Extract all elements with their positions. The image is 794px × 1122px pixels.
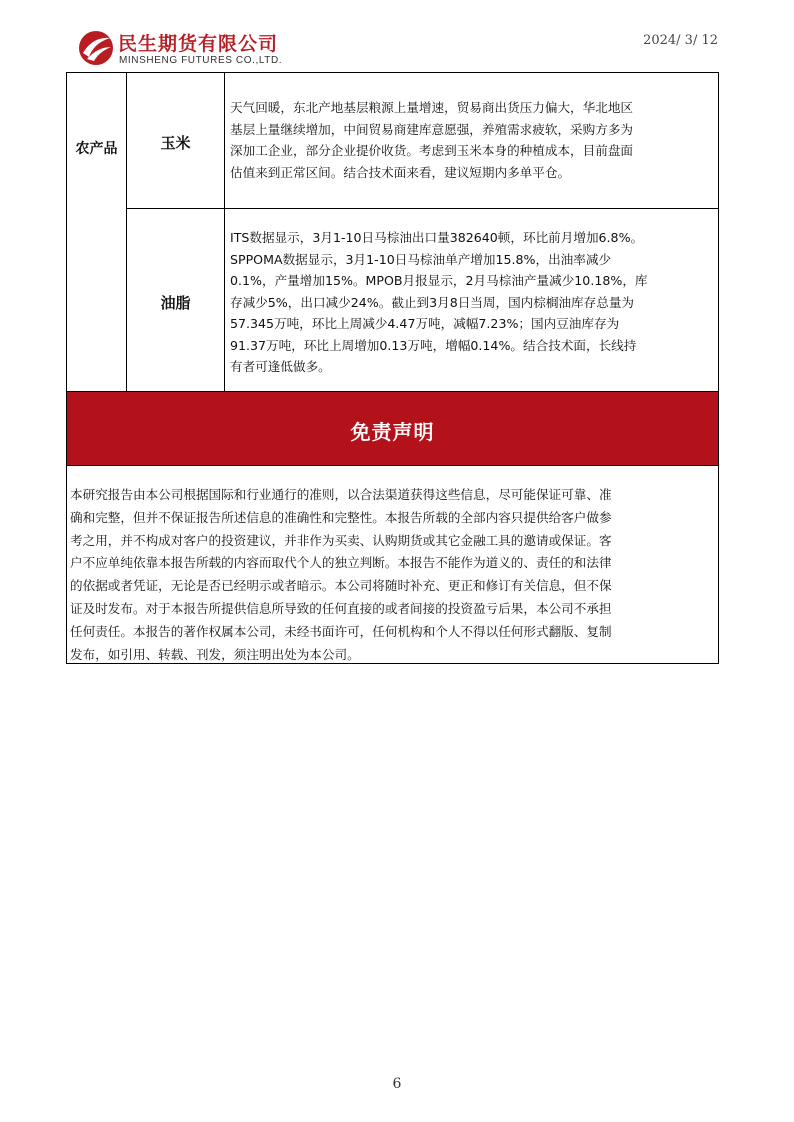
text-line: 户不应单纯依靠本报告所载的内容而取代个人的独立判断。本报告不能作为道义的、责任的和法律 <box>70 555 612 571</box>
text-line: 深加工企业，部分企业提价收货。考虑到玉米本身的种植成本，目前盘面 <box>230 143 633 158</box>
company-name-en: MINSHENG FUTURES CO.,LTD. <box>119 55 283 66</box>
commodity-table <box>66 72 719 392</box>
disclaimer-title: 免责声明 <box>350 420 435 444</box>
text-line: 本研究报告由本公司根据国际和行业通行的准则，以合法渠道获得这些信息，尽可能保证可靠、准 <box>70 487 612 502</box>
text-line: 基层上量继续增加，中间贸易商建库意愿强，养殖需求疲软，采购方多为 <box>230 121 633 137</box>
company-logo <box>78 26 328 72</box>
report-date: 2024/ 3/ 12 <box>643 33 718 48</box>
text-line: 任何责任。本报告的著作权属本公司，未经书面许可，任何机构和个人不得以任何形式翻版、复制 <box>70 623 612 639</box>
category-cell <box>67 73 127 391</box>
text-line: 证及时发布。对于本报告所提供信息所导致的任何直接的或者间接的投资盈亏后果，本公司不承担 <box>70 600 612 616</box>
disclaimer-text <box>70 484 716 666</box>
page-header <box>0 0 794 72</box>
minsheng-logo-icon <box>78 30 114 66</box>
text-line: ITS数据显示，3月1-10日马棕油出口量382640顿，环比前月增加6.8%。 <box>230 230 644 245</box>
text-line: 考之用，并不构成对客户的投资建议，并非作为买卖、认购期货或其它金融工具的邀请或保证。客 <box>70 532 612 548</box>
disclaimer-header <box>66 392 719 466</box>
category-label: 农产品 <box>75 141 118 157</box>
oils-analysis-text <box>230 227 715 378</box>
text-line: 确和完整，但并不保证报告所述信息的准确性和完整性。本报告所载的全部内容只提供给客户做参 <box>70 509 612 525</box>
text-line: 存减少5%，出口减少24%。截止到3月8日当周，国内棕榈油库存总量为 <box>230 294 635 310</box>
table-row-corn <box>127 73 718 209</box>
text-line: 91.37万吨，环比上周增加0.13万吨，增幅0.14%。结合技术面，长线持 <box>230 337 637 353</box>
text-line: 估值来到正常区间。结合技术面来看，建议短期内多单平仓。 <box>230 164 571 180</box>
disclaimer-box <box>66 466 719 664</box>
text-line: 有者可逢低做多。 <box>230 359 331 374</box>
item-label-oils: 油脂 <box>160 294 191 312</box>
item-label-corn: 玉米 <box>160 134 191 152</box>
item-cell <box>127 209 225 391</box>
text-line: 57.345万吨，环比上周减少4.47万吨，减幅7.23%；国内豆油库存为 <box>230 316 620 331</box>
text-line: 0.1%，产量增加15%。MPOB月报显示，2月马棕油产量减少10.18%，库 <box>230 273 648 288</box>
corn-analysis-text <box>230 97 715 183</box>
text-line: 的依据或者凭证，无论是否已经明示或者暗示。本公司将随时补充、更正和修订有关信息，但不保 <box>70 578 612 594</box>
text-line: SPPOMA数据显示，3月1-10日马棕油单产增加15.8%，出油率减少 <box>230 251 612 267</box>
page-number: 6 <box>392 1076 402 1092</box>
text-line: 天气回暖，东北产地基层粮源上量增速，贸易商出货压力偏大，华北地区 <box>230 100 633 115</box>
text-line: 发布，如引用、转载、刊发，须注明出处为本公司。 <box>70 646 360 662</box>
company-name-cn: 民生期货有限公司 <box>118 33 279 55</box>
item-cell <box>127 73 225 208</box>
table-row-oils <box>127 209 718 391</box>
